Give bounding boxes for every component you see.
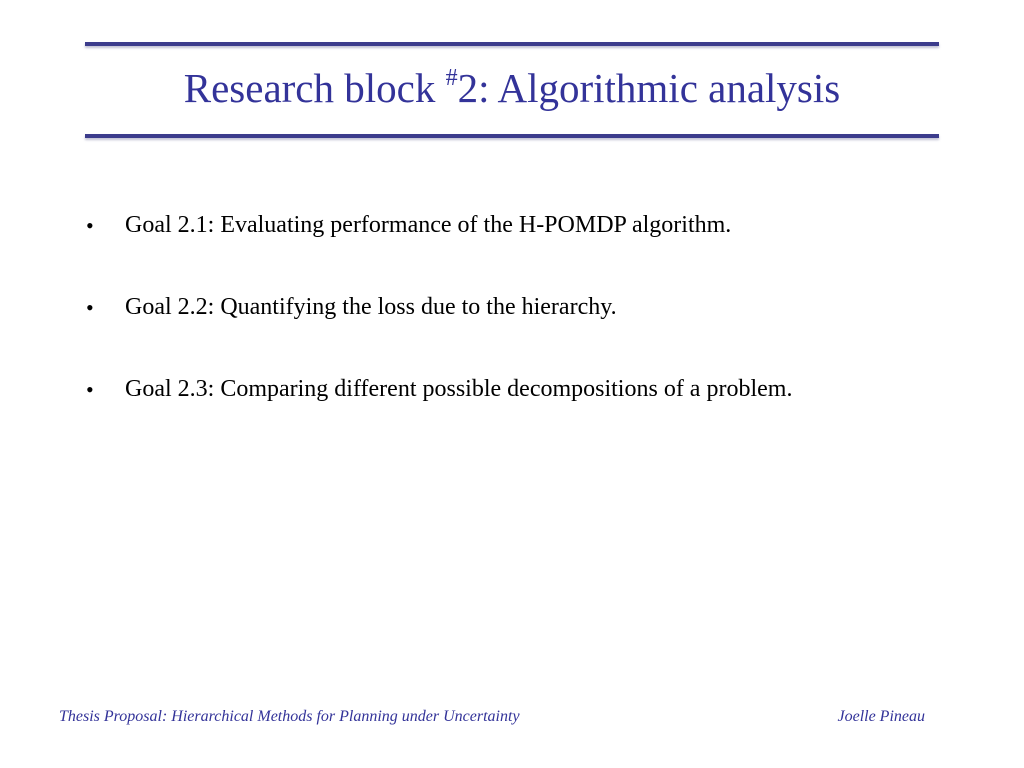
title-bottom-rule: [85, 134, 939, 138]
slide-title: [85, 65, 939, 111]
goal-text: Goal 2.2: Quantifying the loss due to the hierarchy.: [125, 294, 617, 320]
footer-presentation-title: Thesis Proposal: Hierarchical Methods for Planning under Uncertainty: [59, 708, 520, 725]
bullet-icon: •: [86, 377, 94, 402]
bullet-icon: •: [86, 295, 94, 320]
title-suffix: 2: Algorithmic analysis: [457, 65, 841, 111]
bullet-icon: •: [86, 213, 94, 238]
goal-text: Goal 2.1: Evaluating performance of the H-POMDP algorithm.: [125, 212, 732, 238]
title-top-rule: [85, 42, 939, 46]
footer-author: Joelle Pineau: [837, 708, 925, 725]
goal-text: Goal 2.3: Comparing different possible decompositions of a problem.: [125, 376, 793, 402]
title-superscript: #: [445, 65, 458, 91]
title-prefix: Research block: [183, 65, 446, 111]
